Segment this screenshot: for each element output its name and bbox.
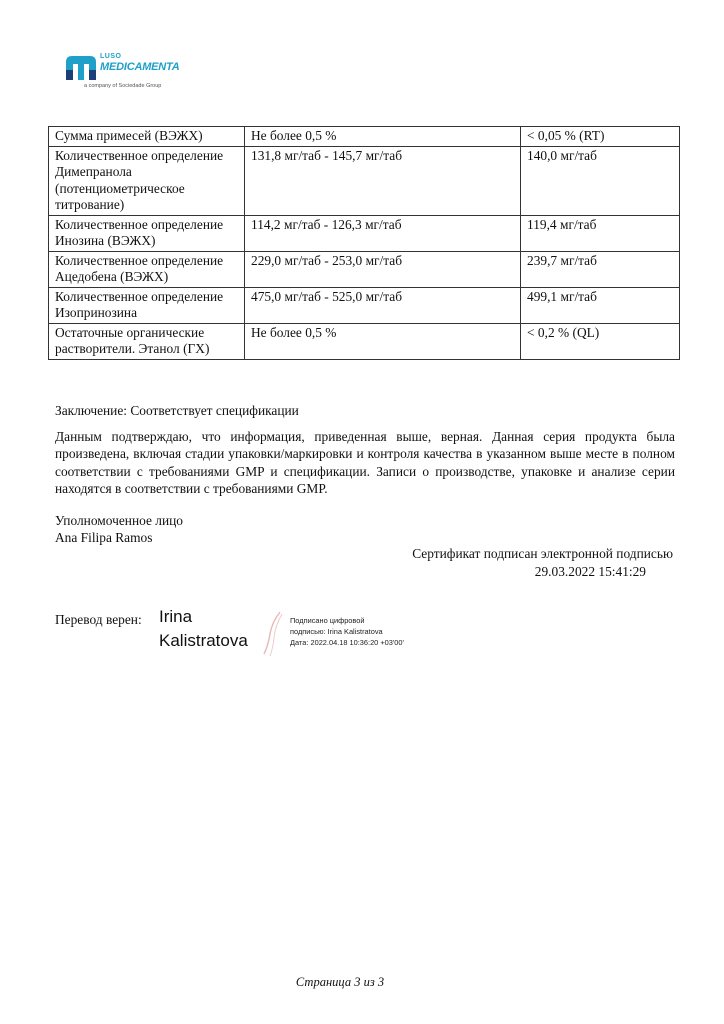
test-name-cell: Остаточные органические растворители. Этанол (ГХ) — [49, 323, 245, 359]
test-name-cell: Количественное определение Инозина (ВЭЖХ) — [49, 215, 245, 251]
test-name-cell: Количественное определение Димепранола (потенциометрическое титрование) — [49, 146, 245, 215]
spec-cell: 475,0 мг/таб - 525,0 мг/таб — [245, 287, 521, 323]
spec-cell: 131,8 мг/таб - 145,7 мг/таб — [245, 146, 521, 215]
result-cell: 239,7 мг/таб — [521, 251, 680, 287]
specification-table — [48, 126, 680, 360]
logo-subtitle: a company of Sociedade Group — [84, 83, 162, 89]
spec-cell: Не более 0,5 % — [245, 127, 521, 147]
signature-line-2: подписью: Irina Kalistratova — [290, 627, 383, 636]
test-name-cell: Количественное определение Изопринозина — [49, 287, 245, 323]
table-row — [49, 215, 680, 251]
spec-cell: Не более 0,5 % — [245, 323, 521, 359]
table-row — [49, 287, 680, 323]
qualified-person-title: Уполномоченное лицо — [55, 513, 183, 528]
spec-cell: 114,2 мг/таб - 126,3 мг/таб — [245, 215, 521, 251]
table-row — [49, 251, 680, 287]
test-name-cell: Сумма примесей (ВЭЖХ) — [49, 127, 245, 147]
signature-line-1: Подписано цифровой — [290, 616, 365, 625]
result-cell: 140,0 мг/таб — [521, 146, 680, 215]
digital-signature-icon — [258, 608, 288, 658]
result-cell: < 0,05 % (RT) — [521, 127, 680, 147]
spec-cell: 229,0 мг/таб - 253,0 мг/таб — [245, 251, 521, 287]
certificate-signature-text: Сертификат подписан электронной подписью — [412, 546, 673, 561]
translation-label: Перевод верен: — [55, 612, 142, 627]
logo-luso-text: LUSO — [100, 53, 122, 60]
luso-medicamenta-logo-icon — [64, 54, 98, 82]
result-cell: < 0,2 % (QL) — [521, 323, 680, 359]
company-logo — [64, 52, 204, 94]
certificate-date: 29.03.2022 15:41:29 — [534, 564, 646, 579]
signature-line-3: Дата: 2022.04.18 10:36:20 +03'00' — [290, 638, 404, 647]
result-cell: 119,4 мг/таб — [521, 215, 680, 251]
declaration-paragraph: Данным подтверждаю, что информация, приведенная выше, верная. Данная серия продукта была произведена, включая стадии упаковки/маркировки и контроля качества в указанном выше месте в полном соответствии с требованиями GMP и спецификации. Записи о производстве, упаковке и анализе серии находятся в соответствии с требованиями GMP. — [55, 429, 675, 497]
page-number: Страница 3 из 3 — [295, 975, 385, 989]
table-row — [49, 146, 680, 215]
conclusion-text: Заключение: Соответствует спецификации — [55, 403, 299, 418]
table-row — [49, 127, 680, 147]
translator-last-name: Kalistratova — [159, 631, 248, 650]
table-row — [49, 323, 680, 359]
test-name-cell: Количественное определение Ацедобена (ВЭЖХ) — [49, 251, 245, 287]
qualified-person-name: Ana Filipa Ramos — [55, 530, 153, 545]
logo-name-text: MEDICAMENTA — [100, 61, 180, 73]
translator-first-name: Irina — [159, 607, 193, 626]
result-cell: 499,1 мг/таб — [521, 287, 680, 323]
